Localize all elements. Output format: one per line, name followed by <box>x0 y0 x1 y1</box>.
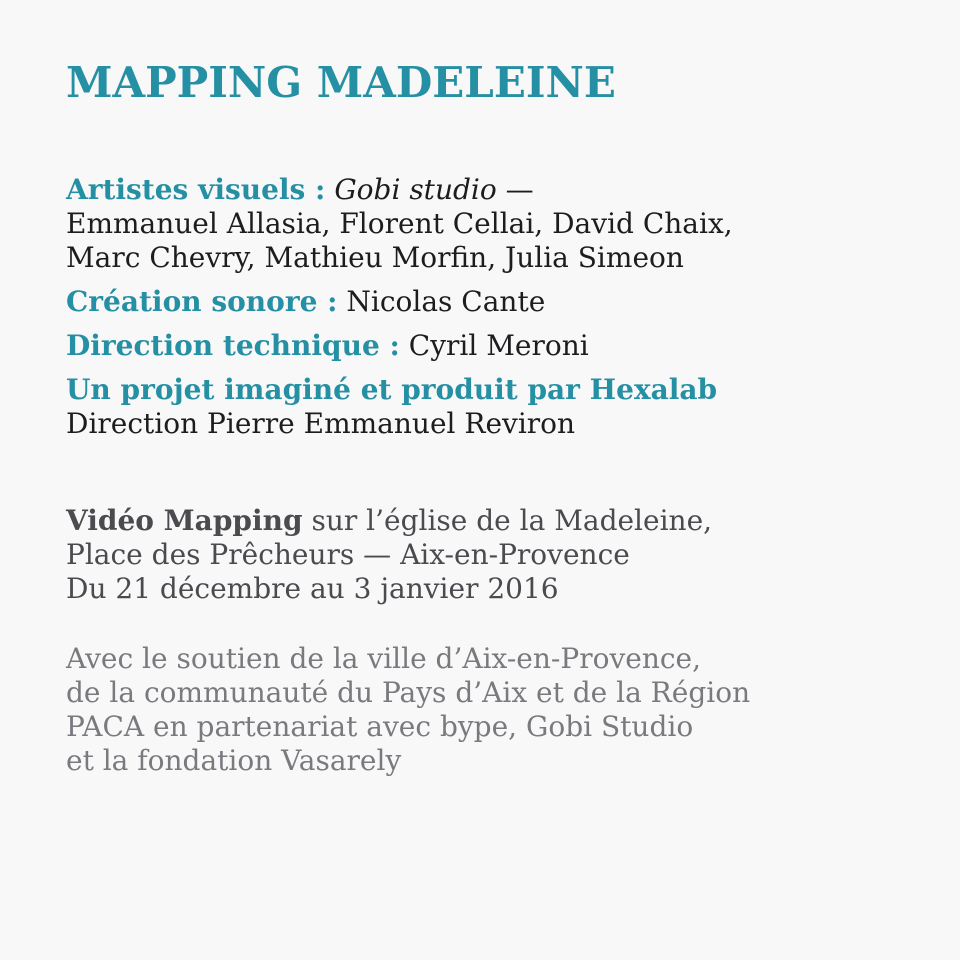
credit-technical-name: Cyril Meroni <box>408 329 589 362</box>
credit-producer-label: Un projet imaginé et produit par Hexalab <box>66 373 718 406</box>
support-line-2: de la communauté du Pays d’Aix et de la Région <box>66 676 751 709</box>
event-strong: Vidéo Mapping <box>66 504 303 537</box>
credit-visual-artists <box>66 173 926 275</box>
support-line-4: et la fondation Vasarely <box>66 744 402 777</box>
event-line-1-rest: sur l’église de la Madeleine, <box>311 504 713 537</box>
credit-sound-name: Nicolas Cante <box>346 285 546 318</box>
credit-sound <box>66 285 926 319</box>
credit-visual-studio: Gobi studio <box>334 173 497 206</box>
event-line-3: Du 21 décembre au 3 janvier 2016 <box>66 572 559 605</box>
event-line-2: Place des Prêcheurs — Aix-en-Provence <box>66 538 630 571</box>
credit-technical <box>66 329 926 363</box>
credit-sound-label: Création sonore : <box>66 285 338 318</box>
credit-visual-names-2: Marc Chevry, Mathieu Morfin, Julia Simeon <box>66 241 684 274</box>
credit-producer-direction: Direction Pierre Emmanuel Reviron <box>66 407 576 440</box>
credit-producer <box>66 373 926 441</box>
support-line-1: Avec le soutien de la ville d’Aix-en-Provence, <box>66 642 702 675</box>
credit-visual-label: Artistes visuels : <box>66 173 326 206</box>
support-info <box>66 642 750 778</box>
support-line-3: PACA en partenariat avec bype, Gobi Studio <box>66 710 694 743</box>
credit-visual-dash: — <box>505 173 534 206</box>
page-title: MAPPING MADELEINE <box>66 58 616 107</box>
event-line-1 <box>66 504 712 538</box>
credits-section <box>66 173 926 441</box>
credit-technical-label: Direction technique : <box>66 329 400 362</box>
credit-visual-names-1: Emmanuel Allasia, Florent Cellai, David Chaix, <box>66 207 733 240</box>
event-info <box>66 504 712 606</box>
poster-page <box>66 58 926 777</box>
